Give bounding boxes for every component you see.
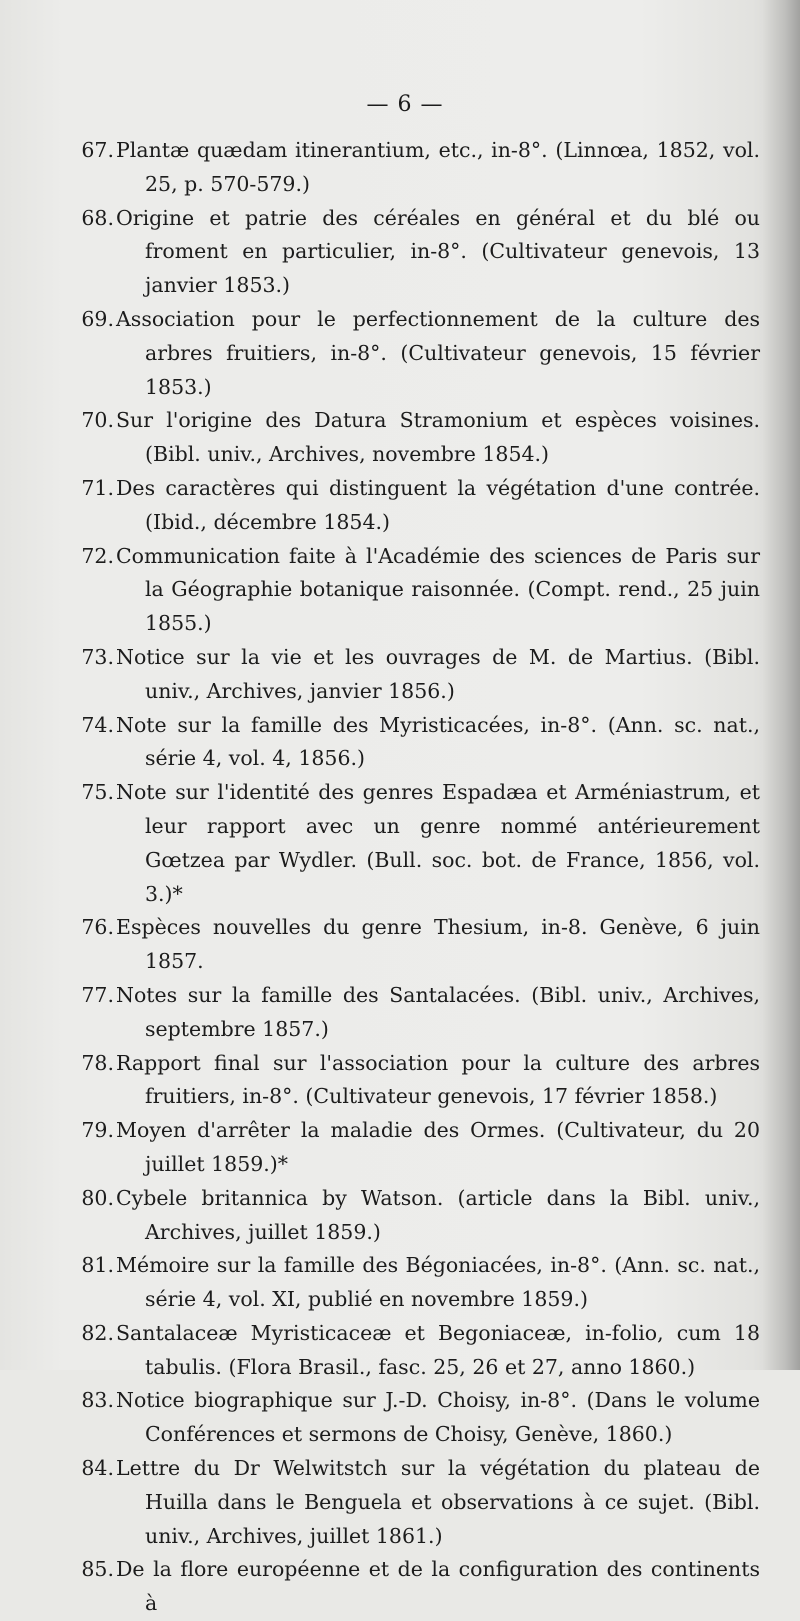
entry-text: Origine et patrie des céréales en général et du blé ou froment en particulier, in-8°. (Cultivateur genevois, 13 janvier 1853.) [116,205,760,298]
entry-text: Note sur l'identité des genres Espadæa et Arméniastrum, et leur rapport avec un genre nommé antérieurement Gœtzea par Wydler. (Bull. soc. bot. de France, 1856, vol. 3.)* [116,780,760,906]
bibliography-entry-73 [70,641,760,709]
entry-text: Rapport final sur l'association pour la culture des arbres fruitiers, in-8°. (Cultivateur genevois, 17 février 1858.) [116,1050,760,1109]
entry-text: Mémoire sur la famille des Bégoniacées, in-8°. (Ann. sc. nat., série 4, vol. XI, publié en novembre 1859.) [116,1253,760,1312]
entry-text: Notice biographique sur J.-D. Choisy, in-8°. (Dans le volume Conférences et sermons de Choisy, Genève, 1860.) [116,1388,760,1447]
entry-number: 68. [81,205,114,230]
bibliography-entry-75 [70,776,760,911]
entry-number: 76. [81,915,114,940]
bibliography-entry-67 [70,134,760,202]
entry-text: Association pour le perfectionnement de la culture des arbres fruitiers, in-8°. (Cultivateur genevois, 15 février 1853.) [116,306,760,399]
entry-number: 79. [81,1118,114,1143]
bibliography-entry-84 [70,1452,760,1553]
bibliography-entry-81 [70,1249,760,1317]
entry-number: 75. [81,780,114,805]
bibliography-entry-70 [70,404,760,472]
entry-number: 77. [81,982,114,1007]
bibliography-entry-72 [70,540,760,641]
entry-text: Moyen d'arrêter la maladie des Ormes. (Cultivateur, du 20 juillet 1859.)* [116,1118,760,1176]
bibliography-entry-82 [70,1317,760,1385]
entry-text: Sur l'origine des Datura Stramonium et espèces voisines. (Bibl. univ., Archives, novembre 1854.) [116,408,760,467]
entry-number: 69. [81,306,114,331]
bibliography-entry-78 [70,1047,760,1115]
entry-text: Des caractères qui distinguent la végétation d'une contrée. (Ibid., décembre 1854.) [116,475,760,534]
entry-text: Plantæ quædam itinerantium, etc., in-8°. (Linnœa, 1852, vol. 25, p. 570-579.) [116,138,760,196]
entry-text: Note sur la famille des Myristicacées, in-8°. (Ann. sc. nat., série 4, vol. 4, 1856.) [116,712,760,771]
entry-text: Notice sur la vie et les ouvrages de M. de Martius. (Bibl. univ., Archives, janvier 1856.) [116,644,760,703]
entry-number: 67. [81,138,114,162]
entry-number: 84. [81,1456,114,1481]
entry-number: 71. [81,475,114,500]
entry-number: 72. [81,543,114,568]
bibliography-entry-74 [70,709,760,777]
entry-text: Communication faite à l'Académie des sciences de Paris sur la Géographie botanique raisonnée. (Compt. rend., 25 juin 1855.) [116,543,760,636]
entry-number: 74. [81,712,114,737]
bibliography-entry-77 [70,979,760,1047]
bibliography-entry-69 [70,303,760,404]
entry-number: 80. [81,1185,114,1210]
page-number: — 6 — [366,92,444,117]
entry-number: 78. [81,1050,114,1075]
entry-number: 83. [81,1388,114,1413]
page-gutter-shadow [762,0,800,1370]
bibliography-entry-79 [70,1114,760,1182]
entry-text: De la flore européenne et de la configuration des continents à [116,1557,760,1616]
entry-text: Notes sur la famille des Santalacées. (Bibl. univ., Archives, septembre 1857.) [116,982,760,1041]
entry-number: 85. [81,1557,114,1582]
entry-text: Santalaceæ Myristicaceæ et Begoniaceæ, in-folio, cum 18 tabulis. (Flora Brasil., fasc. 25, 26 et 27, anno 1860.) [116,1320,760,1379]
bibliography-entry-85 [70,1553,760,1621]
entry-number: 73. [81,644,114,669]
entry-number: 81. [81,1253,114,1278]
bibliography-entry-83 [70,1384,760,1452]
bibliography-entry-80 [70,1182,760,1250]
entry-text: Espèces nouvelles du genre Thesium, in-8. Genève, 6 juin 1857. [116,915,760,974]
entry-number: 82. [81,1320,114,1345]
entry-number: 70. [81,408,114,433]
bibliography-entry-68 [70,202,760,303]
bibliography-entry-71 [70,472,760,540]
entry-text: Cybele britannica by Watson. (article dans la Bibl. univ., Archives, juillet 1859.) [116,1185,760,1244]
bibliography-entry-76 [70,911,760,979]
entry-text: Lettre du Dr Welwitstch sur la végétation du plateau de Huilla dans le Benguela et observations à ce sujet. (Bibl. univ., Archives, juillet 1861.) [116,1456,760,1548]
bibliography-list [70,134,760,1621]
